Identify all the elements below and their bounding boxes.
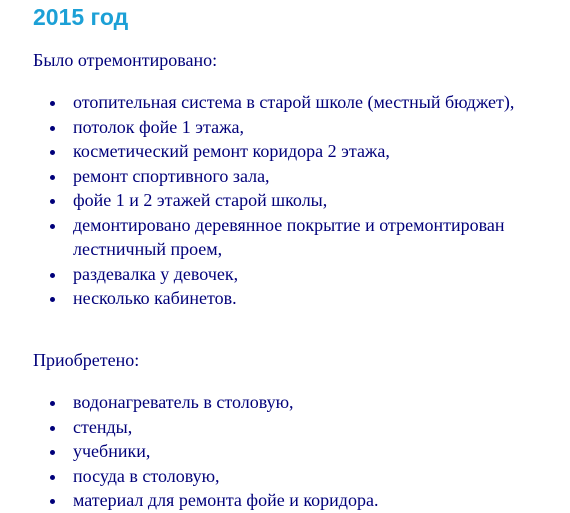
list-item-text: стенды, bbox=[73, 416, 133, 437]
list-item bbox=[0, 115, 533, 140]
bullet-icon bbox=[50, 150, 55, 155]
list-item-text: отопительная система в старой школе (местный бюджет), bbox=[73, 92, 515, 112]
page-title: 2015 год bbox=[33, 4, 129, 30]
list-item bbox=[0, 90, 533, 115]
list-item bbox=[0, 439, 533, 464]
bullet-icon bbox=[50, 126, 55, 131]
list-item bbox=[0, 488, 533, 513]
list-item bbox=[0, 188, 533, 213]
bullet-icon bbox=[50, 224, 55, 229]
list-item-text: водонагреватель в столовую, bbox=[73, 392, 294, 412]
bullet-icon bbox=[50, 273, 55, 278]
bullet-icon bbox=[50, 297, 55, 302]
repaired-intro: Было отремонтировано: bbox=[33, 50, 218, 70]
bullet-icon bbox=[50, 199, 55, 204]
bullet-icon bbox=[50, 475, 55, 480]
list-item-text: раздевалка у девочек, bbox=[73, 263, 239, 284]
list-item-text: материал для ремонта фойе и коридора. bbox=[73, 490, 379, 510]
purchased-list bbox=[0, 390, 533, 513]
bullet-icon bbox=[50, 450, 55, 455]
list-item-text: несколько кабинетов. bbox=[73, 288, 237, 308]
list-item bbox=[0, 139, 533, 164]
list-item bbox=[0, 213, 533, 262]
list-item-text: потолок фойе 1 этажа, bbox=[73, 116, 245, 137]
list-item bbox=[0, 164, 533, 189]
bullet-icon bbox=[50, 401, 55, 406]
list-item-text: фойе 1 и 2 этажей старой школы, bbox=[73, 190, 328, 210]
list-item bbox=[0, 464, 533, 489]
repaired-list bbox=[0, 90, 533, 311]
list-item-text: ремонт спортивного зала, bbox=[73, 165, 270, 186]
list-item-text: косметический ремонт коридора 2 этажа, bbox=[73, 141, 390, 161]
list-item-text: посуда в столовую, bbox=[73, 465, 220, 486]
bullet-icon bbox=[50, 101, 55, 106]
list-item bbox=[0, 286, 533, 311]
list-item-text: учебники, bbox=[73, 441, 151, 461]
bullet-icon bbox=[50, 426, 55, 431]
bullet-icon bbox=[50, 175, 55, 180]
list-item bbox=[0, 390, 533, 415]
purchased-intro: Приобретено: bbox=[33, 350, 140, 370]
list-item bbox=[0, 415, 533, 440]
bullet-icon bbox=[50, 499, 55, 504]
list-item bbox=[0, 262, 533, 287]
list-item-text: демонтировано деревянное покрытие и отремонтирован лестничный проем, bbox=[73, 214, 505, 259]
